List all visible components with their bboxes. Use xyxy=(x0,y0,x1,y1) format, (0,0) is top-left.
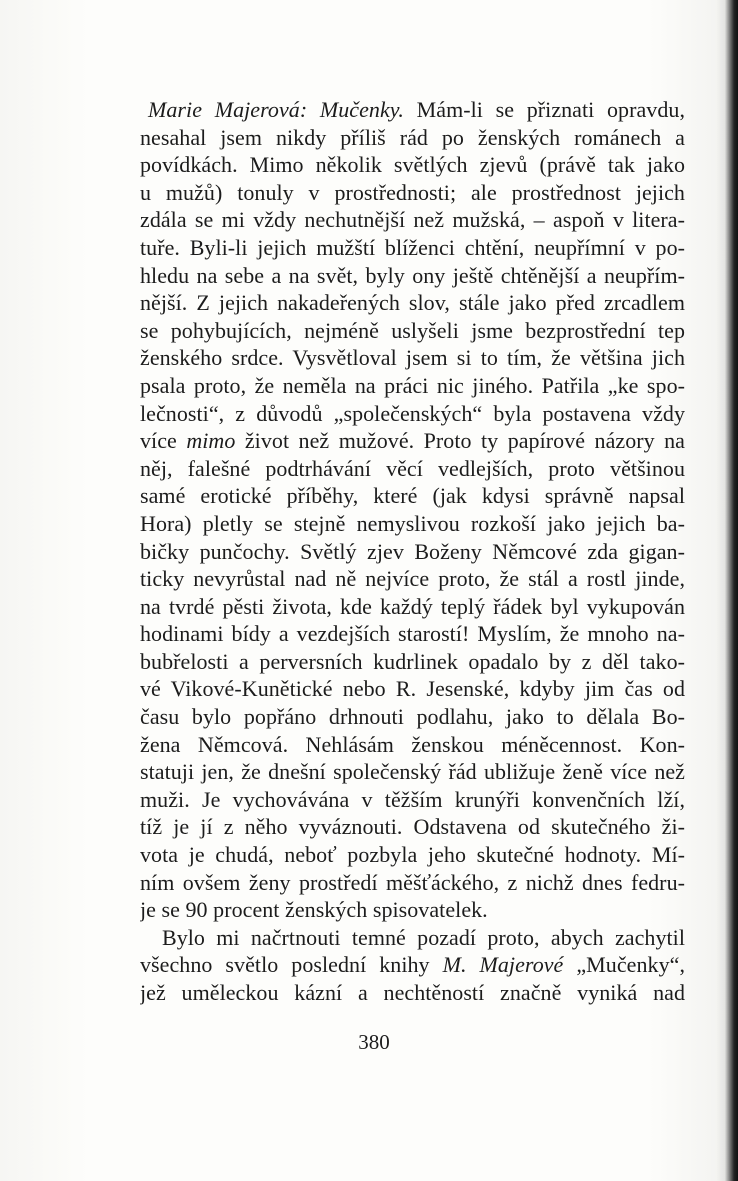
text-line: více mimo život než mužové. Proto ty papírové názory na xyxy=(140,428,685,454)
emphasis: mimo xyxy=(186,428,236,454)
text-line: samé erotické příběhy, které (jak kdysi správně napsal xyxy=(140,483,685,509)
text-line: u mužů) tonuly v prostřednosti; ale prostřednost jejich xyxy=(140,179,685,205)
text-line: vé Vikové-Kunětické nebo R. Jesenské, kdyby jim čas od xyxy=(140,676,685,702)
text-line: na tvrdé pěsti života, kde každý teplý řádek byl vykupován xyxy=(140,593,685,619)
text-line: bubřelosti a perversních kudrlinek opadalo by z děl tako- xyxy=(140,648,685,674)
text-line: žena Němcová. Nehlásám ženskou méněcennost. Kon- xyxy=(140,731,685,757)
text-line: se pohybujících, nejméně uslyšeli jsme bezprostřední tep xyxy=(140,317,685,343)
text-line: bičky punčochy. Světlý zjev Boženy Němcové zda gigan- xyxy=(140,538,685,564)
text-line: je se 90 procent ženských spisovatelek. xyxy=(140,897,488,923)
book-spine-shadow xyxy=(716,0,738,1181)
text-line: Hora) pletly se stejně nemyslivou rozkoší jako jejich ba- xyxy=(140,510,685,536)
text-line: lečnosti“, z důvodů „společenských“ byla postavena vždy xyxy=(140,400,685,426)
page-number: 380 xyxy=(358,1030,390,1054)
text-line: ženského srdce. Vysvětloval jsem si to tím, že většina jich xyxy=(140,345,685,371)
body-text xyxy=(140,96,685,1007)
text-line: statuji jen, že dnešní společenský řád ubližuje ženě více než xyxy=(140,759,685,785)
author-reference: M. Majerové xyxy=(442,952,564,978)
text-line: času bylo popřáno drhnouti podlahu, jako to dělala Bo- xyxy=(140,704,685,730)
text-line: něj, falešné podtrhávání věcí vedlejších, proto většinou xyxy=(140,455,685,481)
text-line: psala proto, že neměla na práci nic jiného. Patřila „ke spo- xyxy=(140,372,685,398)
text-line: všechno světlo poslední knihy M. Majerové „Mučenky“, xyxy=(140,952,685,978)
text-line: tuře. Byli-li jejich mužští blíženci chtění, neupřímní v po- xyxy=(140,234,685,260)
text-line: Bylo mi načrtnouti temné pozadí proto, abych zachytil xyxy=(162,924,685,950)
text-line: muži. Je vychovávána v těžším krunýři konvenčních lží, xyxy=(140,786,685,812)
text-line: Marie Majerová: Mučenky. Mám-li se přiznati opravdu, xyxy=(148,97,685,122)
text-line: hledu na sebe a na svět, byly ony ještě chtěnější a neupřím- xyxy=(140,262,685,288)
text-line: povídkách. Mimo několik světlých zjevů (právě tak jako xyxy=(140,152,685,178)
text-line: jež uměleckou kázní a nechtěností značně vyniká nad xyxy=(140,980,685,1005)
text-line: vota je chudá, neboť pozbyla jeho skutečné hodnoty. Mí- xyxy=(140,842,685,868)
text-line: tíž je jí z něho vyváznouti. Odstavena od skutečného ži- xyxy=(140,814,685,840)
text-line: ním ovšem ženy prostředí měšťáckého, z nichž dnes fedru- xyxy=(140,869,685,895)
text-line: hodinami bídy a vezdejších starostí! Myslím, že mnoho na- xyxy=(140,621,685,647)
text-line: ticky nevyrůstal nad ně nejvíce proto, že stál a rostl jinde, xyxy=(140,566,685,592)
text-line: zdála se mi vždy nechutnější než mužská, – aspoň v litera- xyxy=(140,207,685,233)
text-line: nější. Z jejich nakadeřených slov, stále jako před zrcadlem xyxy=(140,290,685,316)
text-line: nesahal jsem nikdy příliš rád po ženských románech a xyxy=(140,124,685,150)
book-title-reference: Marie Majerová: Mučenky. xyxy=(148,97,404,122)
